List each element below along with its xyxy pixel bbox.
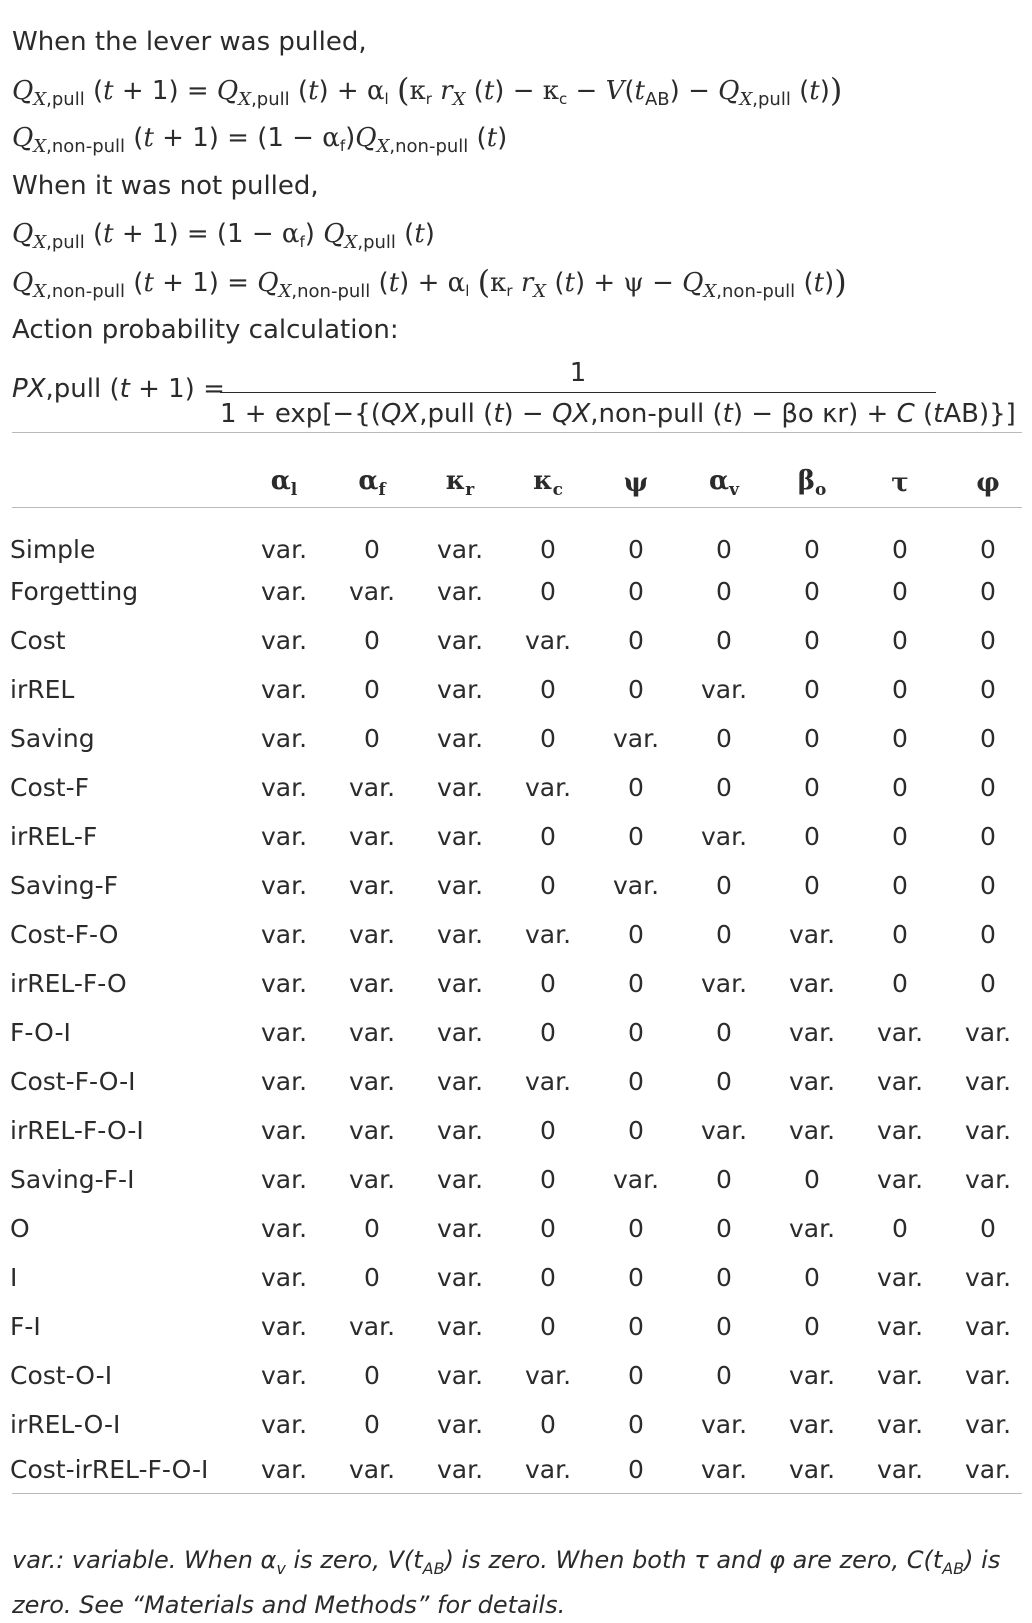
cell-value: var. — [348, 920, 396, 949]
row-model-name: irREL — [10, 675, 75, 704]
cell-value: 0 — [980, 773, 996, 802]
cell-value: 0 — [540, 1410, 556, 1439]
table-row — [0, 1351, 1032, 1400]
cell-value: var. — [348, 1116, 396, 1145]
cell-value: 0 — [804, 724, 820, 753]
cell-value: var. — [260, 920, 308, 949]
cell-value: var. — [436, 577, 484, 606]
cell-value: var. — [700, 675, 748, 704]
cell-value: var. — [260, 1410, 308, 1439]
row-model-name: Simple — [10, 535, 96, 564]
intro-pulled: When the lever was pulled, — [12, 27, 367, 57]
cell-value: 0 — [716, 1361, 732, 1390]
table-row — [0, 910, 1032, 959]
cell-value: 0 — [540, 1214, 556, 1243]
cell-value: 0 — [804, 577, 820, 606]
cell-value: 0 — [540, 822, 556, 851]
cell-value: var. — [436, 1018, 484, 1047]
cell-value: 0 — [804, 822, 820, 851]
cell-value: var. — [260, 1263, 308, 1292]
cell-value: var. — [260, 535, 308, 564]
row-model-name: Cost-O-I — [10, 1361, 113, 1390]
cell-value: 0 — [540, 535, 556, 564]
cell-value: var. — [788, 1410, 836, 1439]
intro-not-pulled: When it was not pulled, — [12, 171, 319, 201]
cell-value: var. — [964, 1116, 1012, 1145]
cell-value: 0 — [628, 1455, 644, 1484]
row-model-name: O — [10, 1214, 30, 1243]
cell-value: var. — [436, 871, 484, 900]
cell-value: var. — [876, 1067, 924, 1096]
cell-value: 0 — [892, 724, 908, 753]
cell-value: 0 — [540, 871, 556, 900]
cell-value: 0 — [540, 675, 556, 704]
cell-value: 0 — [892, 1214, 908, 1243]
cell-value: 0 — [892, 822, 908, 851]
cell-value: 0 — [364, 1361, 380, 1390]
cell-value: var. — [260, 1116, 308, 1145]
cell-value: var. — [964, 1263, 1012, 1292]
cell-value: 0 — [980, 969, 996, 998]
footnote-alpha-v: $\alpha_v$ — [260, 1546, 286, 1578]
cell-value: 0 — [540, 969, 556, 998]
cell-value: 0 — [364, 724, 380, 753]
cell-value: 0 — [628, 969, 644, 998]
row-model-name: I — [10, 1263, 18, 1292]
fraction-bar — [220, 392, 936, 393]
cell-value: 0 — [540, 577, 556, 606]
cell-value: 0 — [628, 822, 644, 851]
row-model-name: F-I — [10, 1312, 41, 1341]
cell-value: 0 — [364, 1263, 380, 1292]
cell-value: 0 — [892, 920, 908, 949]
cell-value: var. — [436, 535, 484, 564]
cell-value: var. — [964, 1165, 1012, 1194]
equation-pull-update-not-pulled: $Q_{X,pull}$ (t + 1) = (1 − αf) $Q_{X,pull}$ (t) — [12, 219, 435, 253]
cell-value: 0 — [628, 626, 644, 655]
header-alpha-l: $\alpha_l$ — [270, 466, 298, 500]
header-beta-o: $\beta_o$ — [797, 466, 827, 500]
cell-value: var. — [876, 1116, 924, 1145]
cell-value: 0 — [628, 675, 644, 704]
cell-value: var. — [260, 1165, 308, 1194]
cell-value: 0 — [364, 626, 380, 655]
cell-value: 0 — [892, 871, 908, 900]
cell-value: 0 — [980, 871, 996, 900]
cell-value: 0 — [804, 1312, 820, 1341]
cell-value: 0 — [892, 675, 908, 704]
cell-value: 0 — [804, 1263, 820, 1292]
cell-value: var. — [524, 1067, 572, 1096]
cell-value: var. — [436, 626, 484, 655]
cell-value: 0 — [804, 871, 820, 900]
cell-value: var. — [436, 1116, 484, 1145]
cell-value: 0 — [628, 1018, 644, 1047]
cell-value: 0 — [628, 1410, 644, 1439]
header-row — [0, 448, 1032, 518]
cell-value: 0 — [716, 1018, 732, 1047]
table-body — [0, 518, 1032, 1498]
cell-value: var. — [964, 1361, 1012, 1390]
cell-value: var. — [788, 1214, 836, 1243]
header-kappa-r: $\kappa_r$ — [445, 466, 475, 500]
cell-value: 0 — [980, 626, 996, 655]
cell-value: var. — [612, 871, 660, 900]
cell-value: 0 — [980, 577, 996, 606]
cell-value: 0 — [540, 1116, 556, 1145]
cell-value: 0 — [804, 675, 820, 704]
cell-value: 0 — [628, 1361, 644, 1390]
cell-value: 0 — [980, 535, 996, 564]
table-row — [0, 518, 1032, 567]
cell-value: var. — [348, 773, 396, 802]
cell-value: 0 — [980, 724, 996, 753]
row-model-name: Forgetting — [10, 577, 139, 606]
cell-value: 0 — [628, 577, 644, 606]
cell-value: var. — [876, 1410, 924, 1439]
table-row — [0, 665, 1032, 714]
cell-value: 0 — [716, 1165, 732, 1194]
table-row — [0, 1400, 1032, 1449]
cell-value: var. — [700, 1410, 748, 1439]
table-row — [0, 567, 1032, 616]
cell-value: var. — [436, 822, 484, 851]
cell-value: var. — [876, 1018, 924, 1047]
table-row — [0, 1155, 1032, 1204]
cell-value: var. — [964, 1455, 1012, 1484]
table-row — [0, 1057, 1032, 1106]
table-row — [0, 714, 1032, 763]
row-model-name: irREL-O-I — [10, 1410, 121, 1439]
cell-value: var. — [260, 577, 308, 606]
table-row — [0, 763, 1032, 812]
parameter-table — [0, 448, 1032, 1498]
cell-value: 0 — [628, 1214, 644, 1243]
cell-value: var. — [524, 920, 572, 949]
cell-value: 0 — [716, 871, 732, 900]
cell-value: var. — [260, 969, 308, 998]
cell-value: var. — [436, 1410, 484, 1439]
equation-nonpull-update-pulled: $Q_{X,non-pull}$ $(t + 1) = (1 - \alpha f)Q_{X,non-pull}$ (t) — [12, 123, 508, 157]
cell-value: var. — [260, 773, 308, 802]
cell-value: var. — [788, 1455, 836, 1484]
cell-value: 0 — [980, 675, 996, 704]
cell-value: 0 — [628, 535, 644, 564]
cell-value: var. — [436, 1312, 484, 1341]
cell-value: var. — [876, 1165, 924, 1194]
cell-value: var. — [524, 1455, 572, 1484]
cell-value: var. — [260, 724, 308, 753]
cell-value: var. — [524, 773, 572, 802]
cell-value: 0 — [716, 1312, 732, 1341]
header-alpha-f: $\alpha_f$ — [358, 466, 386, 500]
cell-value: var. — [348, 1018, 396, 1047]
cell-value: 0 — [364, 1410, 380, 1439]
header-phi: φ — [976, 468, 1000, 498]
cell-value: 0 — [804, 1165, 820, 1194]
cell-value: 0 — [892, 626, 908, 655]
intro-probability: Action probability calculation: — [12, 315, 399, 345]
cell-value: 0 — [628, 920, 644, 949]
row-model-name: Cost-F-O — [10, 920, 119, 949]
cell-value: 0 — [628, 1067, 644, 1096]
cell-value: var. — [348, 1165, 396, 1194]
cell-value: var. — [260, 626, 308, 655]
cell-value: 0 — [716, 535, 732, 564]
cell-value: var. — [348, 1455, 396, 1484]
table-row — [0, 861, 1032, 910]
cell-value: 0 — [540, 1263, 556, 1292]
footnote-var: var.: variable. When — [12, 1546, 261, 1574]
cell-value: var. — [964, 1067, 1012, 1096]
cell-value: 0 — [892, 969, 908, 998]
row-model-name: Cost-irREL-F-O-I — [10, 1455, 209, 1484]
cell-value: 0 — [628, 1116, 644, 1145]
equation-nonpull-update-not-pulled: $Q_{X,non-pull}$ $(t + 1) = Q_{X,non-pull}$ (t) + αl (κr $r_X$ $(t) + \psi - Q_{X,non-pull}$ (t)) — [12, 263, 847, 302]
cell-value: var. — [436, 773, 484, 802]
cell-value: var. — [788, 1361, 836, 1390]
row-model-name: Saving-F-I — [10, 1165, 135, 1194]
cell-value: 0 — [628, 1263, 644, 1292]
cell-value: var. — [260, 1361, 308, 1390]
header-model — [0, 448, 240, 518]
row-model-name: Cost — [10, 626, 66, 655]
table-footnote — [12, 1542, 1027, 1623]
cell-value: var. — [436, 1165, 484, 1194]
cell-value: 0 — [716, 920, 732, 949]
cell-value: 0 — [980, 822, 996, 851]
cell-value: 0 — [540, 724, 556, 753]
cell-value: var. — [436, 1067, 484, 1096]
cell-value: 0 — [364, 1214, 380, 1243]
model-equations — [12, 18, 1022, 434]
cell-value: var. — [348, 577, 396, 606]
cell-value: var. — [436, 1361, 484, 1390]
cell-value: var. — [788, 1067, 836, 1096]
header-psi: ψ — [623, 468, 649, 498]
table-row — [0, 959, 1032, 1008]
cell-value: var. — [348, 1067, 396, 1096]
cell-value: var. — [788, 1018, 836, 1047]
cell-value: 0 — [716, 1214, 732, 1243]
cell-value: 0 — [716, 724, 732, 753]
cell-value: 0 — [804, 626, 820, 655]
cell-value: 0 — [540, 1018, 556, 1047]
cell-value: var. — [260, 1214, 308, 1243]
cell-value: var. — [964, 1410, 1012, 1439]
header-alpha-v: $\alpha_v$ — [709, 466, 739, 500]
header-kappa-c: $\kappa_c$ — [533, 466, 563, 500]
divider-top — [12, 432, 1022, 433]
row-model-name: F-O-I — [10, 1018, 71, 1047]
cell-value: 0 — [892, 773, 908, 802]
row-model-name: irREL-F-O — [10, 969, 127, 998]
cell-value: var. — [260, 1067, 308, 1096]
footnote-part2: is zero, $V(t_{AB})$ is zero. When both τ and φ are zero, $C(t_{AB})$ is zero. See “Materials and Methods” for details. — [12, 1546, 1001, 1619]
cell-value: var. — [260, 1018, 308, 1047]
cell-value: 0 — [716, 1263, 732, 1292]
fraction-denominator: 1 + exp[−{(QX,pull (t) − QX,non-pull (t) − βo κr) + C (tAB)}] — [220, 399, 1016, 429]
row-model-name: irREL-F — [10, 822, 98, 851]
cell-value: var. — [700, 1116, 748, 1145]
cell-value: var. — [788, 920, 836, 949]
table-row — [0, 812, 1032, 861]
cell-value: 0 — [892, 577, 908, 606]
cell-value: var. — [876, 1361, 924, 1390]
cell-value: var. — [788, 969, 836, 998]
cell-value: var. — [876, 1312, 924, 1341]
table-row — [0, 1204, 1032, 1253]
table-row — [0, 616, 1032, 665]
cell-value: 0 — [716, 577, 732, 606]
cell-value: var. — [876, 1455, 924, 1484]
cell-value: 0 — [540, 1312, 556, 1341]
table-row — [0, 1449, 1032, 1498]
cell-value: var. — [964, 1312, 1012, 1341]
cell-value: var. — [436, 675, 484, 704]
cell-value: var. — [348, 1312, 396, 1341]
cell-value: var. — [964, 1018, 1012, 1047]
cell-value: 0 — [364, 535, 380, 564]
cell-value: 0 — [980, 920, 996, 949]
cell-value: var. — [524, 626, 572, 655]
cell-value: var. — [348, 969, 396, 998]
cell-value: 0 — [716, 1067, 732, 1096]
table-row — [0, 1008, 1032, 1057]
cell-value: var. — [260, 675, 308, 704]
cell-value: var. — [436, 920, 484, 949]
cell-value: var. — [260, 1455, 308, 1484]
cell-value: var. — [876, 1263, 924, 1292]
cell-value: var. — [612, 1165, 660, 1194]
cell-value: var. — [700, 1455, 748, 1484]
cell-value: var. — [700, 822, 748, 851]
cell-value: var. — [524, 1361, 572, 1390]
row-model-name: irREL-F-O-I — [10, 1116, 144, 1145]
row-model-name: Saving-F — [10, 871, 119, 900]
cell-value: 0 — [540, 1165, 556, 1194]
equation-pull-update-pulled: $Q_{X,pull}$ $(t + 1) = Q_{X,pull}$ (t) + αl (κr $r_X$ $(t) - \kappa c - V(t_{AB}) - Q_{X,pull}$ (t)) — [12, 71, 843, 110]
cell-value: var. — [700, 969, 748, 998]
cell-value: 0 — [892, 535, 908, 564]
cell-value: var. — [788, 1116, 836, 1145]
cell-value: var. — [348, 822, 396, 851]
cell-value: var. — [436, 1214, 484, 1243]
row-model-name: Saving — [10, 724, 95, 753]
cell-value: var. — [436, 1263, 484, 1292]
cell-value: var. — [348, 871, 396, 900]
cell-value: var. — [612, 724, 660, 753]
cell-value: 0 — [804, 535, 820, 564]
equation-action-probability: PX,pull (t + 1) = 1 1 + exp[−{(QX,pull (t) − QX,non-pull (t) − βo κr) + C (tAB)}] — [12, 354, 1022, 434]
cell-value: 0 — [804, 773, 820, 802]
cell-value: 0 — [628, 1312, 644, 1341]
cell-value: var. — [436, 1455, 484, 1484]
fraction-numerator: 1 — [569, 358, 587, 388]
row-model-name: Cost-F-O-I — [10, 1067, 136, 1096]
cell-value: 0 — [716, 626, 732, 655]
cell-value: 0 — [716, 773, 732, 802]
header-tau: τ — [891, 468, 909, 498]
cell-value: var. — [436, 969, 484, 998]
table-row — [0, 1106, 1032, 1155]
cell-value: var. — [260, 871, 308, 900]
cell-value: 0 — [364, 675, 380, 704]
cell-value: var. — [436, 724, 484, 753]
table-row — [0, 1253, 1032, 1302]
cell-value: 0 — [628, 773, 644, 802]
cell-value: var. — [260, 1312, 308, 1341]
row-model-name: Cost-F — [10, 773, 89, 802]
cell-value: var. — [260, 822, 308, 851]
table-row — [0, 1302, 1032, 1351]
cell-value: 0 — [980, 1214, 996, 1243]
